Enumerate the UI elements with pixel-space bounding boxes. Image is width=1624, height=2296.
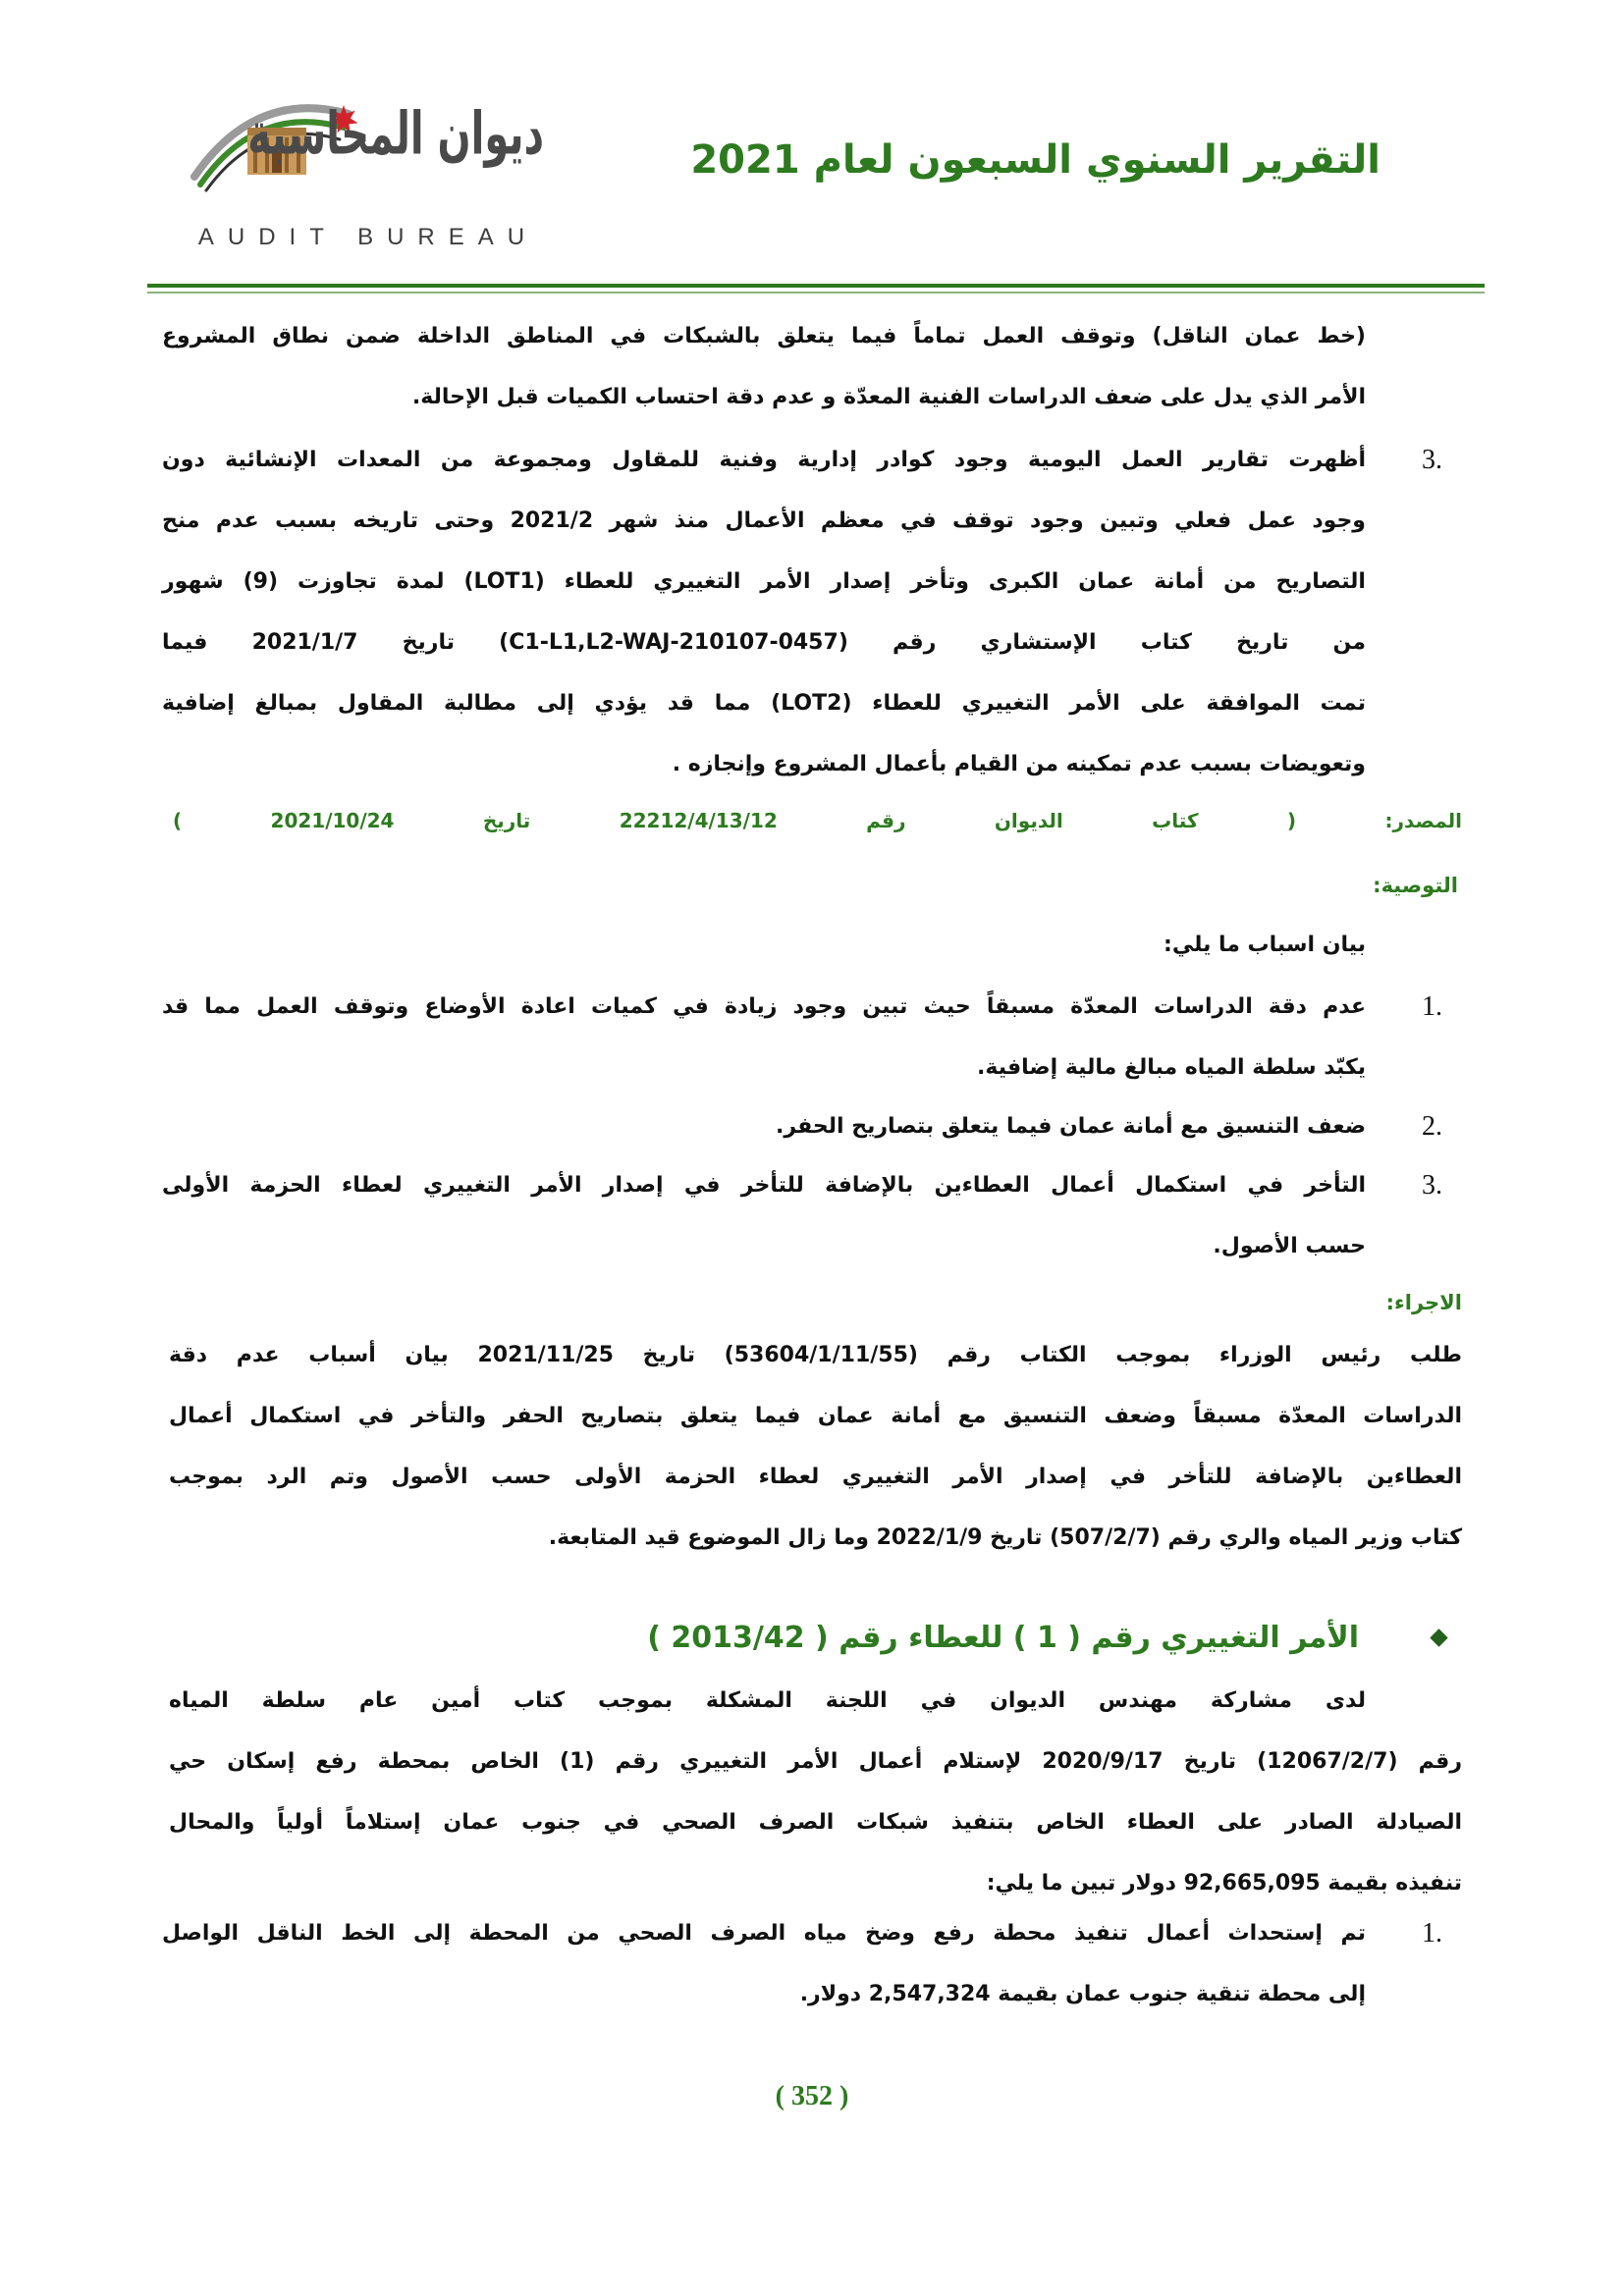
paragraph-line: تمت الموافقة على الأمر التغييري للعطاء (LOT2) مما قد يؤدي إلى مطالبة المقاول بمبالغ إضافية xyxy=(162,691,1366,716)
paragraph-line: الدراسات المعدّة مسبقاً وضعف التنسيق مع أمانة عمان فيما يتعلق بتصاريح الحفر والتأخر في استكمال أعمال xyxy=(169,1404,1462,1428)
change-order-heading: الأمر التغييري رقم ( 1 ) للعطاء رقم ( 2013/42 ) xyxy=(647,1621,1359,1655)
paragraph-line: تنفيذه بقيمة 92,665,095 دولار تبين ما يلي: xyxy=(986,1871,1462,1896)
item-number: 1. xyxy=(1422,991,1442,1022)
item-text xyxy=(162,430,1366,795)
paragraph-line: يكبّد سلطة المياه مبالغ مالية إضافية. xyxy=(977,1055,1366,1080)
report-title: التقرير السنوي السبعون لعام 2021 xyxy=(690,137,1380,183)
paragraph-line: كتاب وزير المياه والري رقم (507/2/7) تاريخ 2022/1/9 وما زال الموضوع قيد المتابعة. xyxy=(548,1525,1462,1550)
paragraph-line: وجود عمل فعلي وتبين وجود توقف في معظم الأعمال منذ شهر 2021/2 وحتى تاريخه بسبب عدم منح xyxy=(162,508,1366,533)
item-text xyxy=(162,977,1366,1098)
paragraph-line: (خط عمان الناقل) وتوقف العمل تماماً فيما يتعلق بالشبكات في المناطق الداخلة ضمن نطاق المشروع xyxy=(162,324,1366,348)
paragraph-line: من تاريخ كتاب الإستشاري رقم (C1-L1,L2-WAJ-210107-0457) تاريخ 2021/1/7 فيما xyxy=(162,630,1366,655)
paragraph-line: وتعويضات بسبب عدم تمكينه من القيام بأعمال المشروع وإنجازه . xyxy=(672,752,1366,776)
header-divider xyxy=(147,284,1485,288)
paragraph-line: العطاءين بالإضافة للتأخر في إصدار الأمر التغييري لعطاء الحزمة الأولى حسب الأصول وتم الرد بموجب xyxy=(169,1465,1462,1489)
paragraph-line: طلب رئيس الوزراء بموجب الكتاب رقم (53604/1/11/55) تاريخ 2021/11/25 بيان أسباب عدم دقة xyxy=(169,1343,1462,1367)
header-divider-thin xyxy=(147,292,1485,294)
item-number: 1. xyxy=(1422,1918,1442,1949)
item-text xyxy=(162,1903,1366,2025)
paragraph-line: حسب الأصول. xyxy=(1213,1234,1366,1258)
paragraph-line: التصاريح من أمانة عمان الكبرى وتأخر إصدار الأمر التغييري للعطاء (LOT1) لمدة تجاوزت (9) شهور xyxy=(162,569,1366,594)
paragraph-line: الأمر الذي يدل على ضعف الدراسات الفنية المعدّة و عدم دقة احتساب الكميات قبل الإحالة. xyxy=(411,385,1366,409)
paragraph-line: أظهرت تقارير العمل اليومية وجود كوادر إدارية وفنية للمقاول ومجموعة من المعدات الإنشائية دون xyxy=(162,448,1366,472)
recommendation-heading: التوصية: xyxy=(1373,874,1458,897)
page-number: ( 352 ) xyxy=(775,2081,849,2111)
change-order-paragraph xyxy=(169,1671,1462,1914)
action-paragraph xyxy=(169,1325,1462,1569)
paragraph-line: لدى مشاركة مهندس الديوان في اللجنة المشكلة بموجب كتاب أمين عام سلطة المياه xyxy=(169,1688,1366,1713)
item-number: 2. xyxy=(1422,1111,1442,1142)
audit-bureau-logo xyxy=(187,29,550,265)
item-text xyxy=(162,1155,1366,1277)
paragraph-line: عدم دقة الدراسات المعدّة مسبقاً حيث تبين وجود زيادة في كميات اعادة الأوضاع وتوقف العمل مما قد xyxy=(162,994,1366,1019)
paragraph-line: تم إستحداث أعمال تنفيذ محطة رفع وضخ مياه الصرف الصحي من المحطة إلى الخط الناقل الواصل xyxy=(162,1921,1366,1946)
item-number: 3. xyxy=(1422,1170,1442,1201)
paragraph-line: التأخر في استكمال أعمال العطاءين بالإضافة للتأخر في إصدار الأمر التغييري لعطاء الحزمة الأولى xyxy=(162,1173,1366,1198)
paragraph-line: بيان اسباب ما يلي: xyxy=(1164,933,1366,957)
diamond-bullet-icon xyxy=(1430,1629,1447,1646)
paragraph-line: رقم (12067/2/7) تاريخ 2020/9/17 لإستلام أعمال الأمر التغييري رقم (1) الخاص بمحطة رفع إسكان حي xyxy=(169,1749,1462,1774)
action-heading: الاجراء: xyxy=(1385,1291,1462,1314)
recommendation-intro xyxy=(162,915,1366,976)
item-number: 3. xyxy=(1422,445,1442,475)
item-text xyxy=(162,1096,1366,1157)
paragraph-line: الصيادلة الصادر على العطاء الخاص بتنفيذ شبكات الصرف الصحي في جنوب عمان إستلاماً أولياً والمحال xyxy=(169,1810,1462,1835)
source-citation: المصدر: ( كتاب الديوان رقم 22212/4/13/12 تاريخ 2021/10/24 ) xyxy=(173,809,1462,832)
logo-arabic-name: ديوان المحاسبة xyxy=(247,100,544,169)
continued-paragraph xyxy=(162,306,1366,428)
paragraph-line: ضعف التنسيق مع أمانة عمان فيما يتعلق بتصاريح الحفر. xyxy=(776,1114,1366,1139)
logo-english-name: AUDIT BUREAU xyxy=(197,224,539,250)
paragraph-line: إلى محطة تنقية جنوب عمان بقيمة 2,547,324 دولار. xyxy=(799,1982,1366,2006)
